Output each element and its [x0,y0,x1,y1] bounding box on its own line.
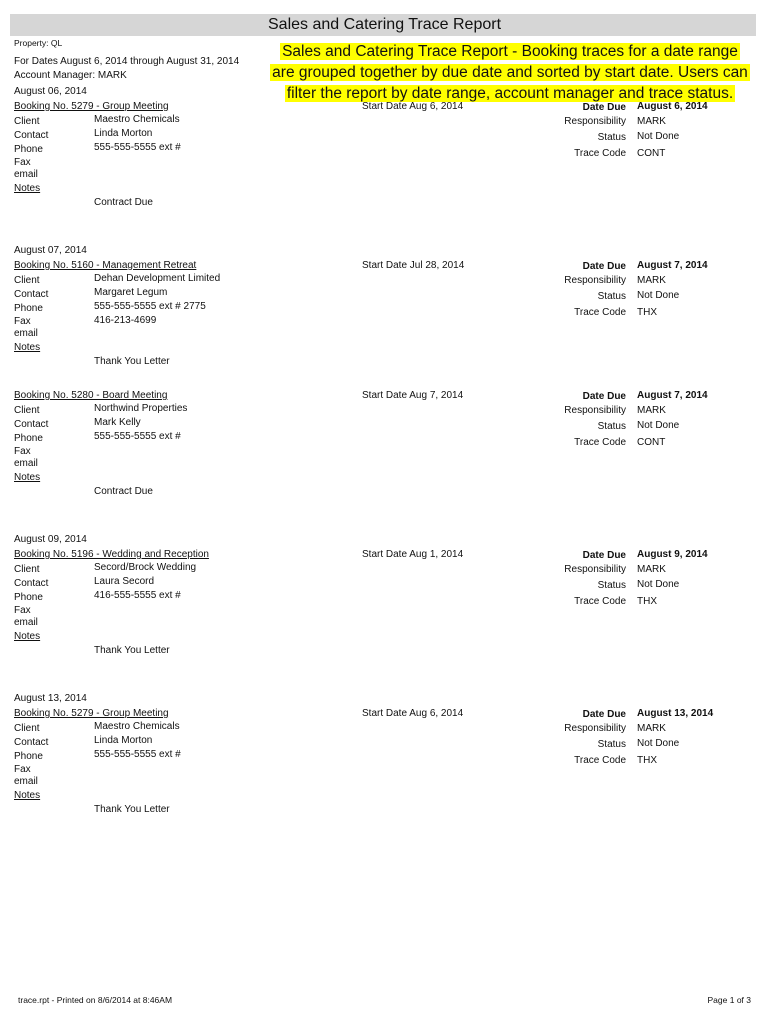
date-due-label: Date Due [582,102,626,113]
notes-link[interactable]: Notes [14,183,41,194]
responsibility-value: MARK [637,116,666,127]
client-value: Northwind Properties [94,403,188,414]
status-badge: Not Done [637,420,680,431]
contact-value: Laura Secord [94,576,155,587]
trace-code-value: THX [637,307,657,318]
trace-code-value: THX [637,755,657,766]
status-badge: Not Done [637,579,680,590]
print-info: trace.rpt - Printed on 8/6/2014 at 8:46AM [18,995,173,1005]
start-date: Start Date Aug 1, 2014 [362,549,464,560]
phone-label: Phone [14,592,43,603]
highlight-callout [270,41,750,104]
report-title: Sales and Catering Trace Report [268,16,502,33]
responsibility-label: Responsibility [564,275,626,286]
responsibility-value: MARK [637,275,666,286]
phone-label: Phone [14,303,43,314]
fax-label: Fax [14,605,31,616]
start-date: Start Date Aug 6, 2014 [362,708,464,719]
trace-code-value: THX [637,596,657,607]
contact-label: Contact [14,578,49,589]
notes-link[interactable]: Notes [14,342,41,353]
date-due-label: Date Due [582,261,626,272]
contact-label: Contact [14,289,49,300]
responsibility-label: Responsibility [564,405,626,416]
callout-text: Sales and Catering Trace Report - Booking traces for a date range are grouped together by due date and sorted by start date. Users can filter the report by date range, account manager and trace status. [272,43,748,102]
phone-value: 555-555-5555 ext # [94,431,181,442]
client-label: Client [14,405,40,416]
status-badge: Not Done [637,131,680,142]
email-label: email [14,458,38,469]
date-due-value: August 13, 2014 [637,708,714,719]
email-label: email [14,617,38,628]
status-label: Status [597,580,626,591]
notes-link[interactable]: Notes [14,631,41,642]
date-due-value: August 7, 2014 [637,260,708,271]
booking-link[interactable]: Booking No. 5279 - Group Meeting [14,708,169,719]
client-label: Client [14,116,40,127]
start-date: Start Date Aug 7, 2014 [362,390,464,401]
status-badge: Not Done [637,290,680,301]
start-date: Start Date Jul 28, 2014 [362,260,465,271]
trace-code-value: CONT [637,148,666,159]
contact-value: Mark Kelly [94,417,141,428]
client-label: Client [14,723,40,734]
responsibility-value: MARK [637,405,666,416]
responsibility-value: MARK [637,564,666,575]
trace-code-label: Trace Code [574,148,626,159]
notes-link[interactable]: Notes [14,790,41,801]
responsibility-label: Responsibility [564,723,626,734]
contact-label: Contact [14,130,49,141]
contact-value: Margaret Legum [94,287,168,298]
account-manager: Account Manager: MARK [14,70,127,81]
trace-note: Contract Due [94,486,153,497]
trace-code-label: Trace Code [574,307,626,318]
client-value: Maestro Chemicals [94,114,180,125]
date-due-value: August 6, 2014 [637,101,708,112]
page-number: Page 1 of 3 [707,995,751,1005]
date-due-label: Date Due [582,550,626,561]
fax-label: Fax [14,316,31,327]
phone-label: Phone [14,433,43,444]
trace-code-value: CONT [637,437,666,448]
group-date: August 13, 2014 [14,693,87,704]
email-label: email [14,776,38,787]
group-date: August 06, 2014 [14,86,87,97]
client-value: Dehan Development Limited [94,273,221,284]
booking-link[interactable]: Booking No. 5279 - Group Meeting [14,101,169,112]
booking-link[interactable]: Booking No. 5160 - Management Retreat [14,260,197,271]
client-label: Client [14,564,40,575]
trace-note: Thank You Letter [94,804,170,815]
contact-label: Contact [14,737,49,748]
contact-value: Linda Morton [94,735,153,746]
phone-label: Phone [14,144,43,155]
date-due-value: August 7, 2014 [637,390,708,401]
date-due-value: August 9, 2014 [637,549,708,560]
status-label: Status [597,291,626,302]
status-label: Status [597,421,626,432]
phone-value: 555-555-5555 ext # 2775 [94,301,206,312]
trace-code-label: Trace Code [574,755,626,766]
booking-link[interactable]: Booking No. 5196 - Wedding and Reception [14,549,209,560]
start-date: Start Date Aug 6, 2014 [362,101,464,112]
responsibility-label: Responsibility [564,564,626,575]
date-due-label: Date Due [582,391,626,402]
status-label: Status [597,132,626,143]
phone-value: 416-555-5555 ext # [94,590,181,601]
email-label: email [14,328,38,339]
fax-label: Fax [14,446,31,457]
date-range: For Dates August 6, 2014 through August 31, 2014 [14,56,240,67]
phone-value: 555-555-5555 ext # [94,142,181,153]
email-label: email [14,169,38,180]
trace-note: Thank You Letter [94,356,170,367]
responsibility-value: MARK [637,723,666,734]
fax-label: Fax [14,157,31,168]
booking-link[interactable]: Booking No. 5280 - Board Meeting [14,390,168,401]
trace-code-label: Trace Code [574,596,626,607]
contact-label: Contact [14,419,49,430]
phone-value: 555-555-5555 ext # [94,749,181,760]
group-date: August 07, 2014 [14,245,87,256]
responsibility-label: Responsibility [564,116,626,127]
status-badge: Not Done [637,738,680,749]
status-label: Status [597,739,626,750]
trace-note: Thank You Letter [94,645,170,656]
client-label: Client [14,275,40,286]
client-value: Maestro Chemicals [94,721,180,732]
fax-label: Fax [14,764,31,775]
trace-code-label: Trace Code [574,437,626,448]
notes-link[interactable]: Notes [14,472,41,483]
phone-label: Phone [14,751,43,762]
property-label: Property: QL [14,38,63,48]
contact-value: Linda Morton [94,128,153,139]
fax-value: 416-213-4699 [94,315,157,326]
trace-note: Contract Due [94,197,153,208]
group-date: August 09, 2014 [14,534,87,545]
date-due-label: Date Due [582,709,626,720]
client-value: Secord/Brock Wedding [94,562,197,573]
